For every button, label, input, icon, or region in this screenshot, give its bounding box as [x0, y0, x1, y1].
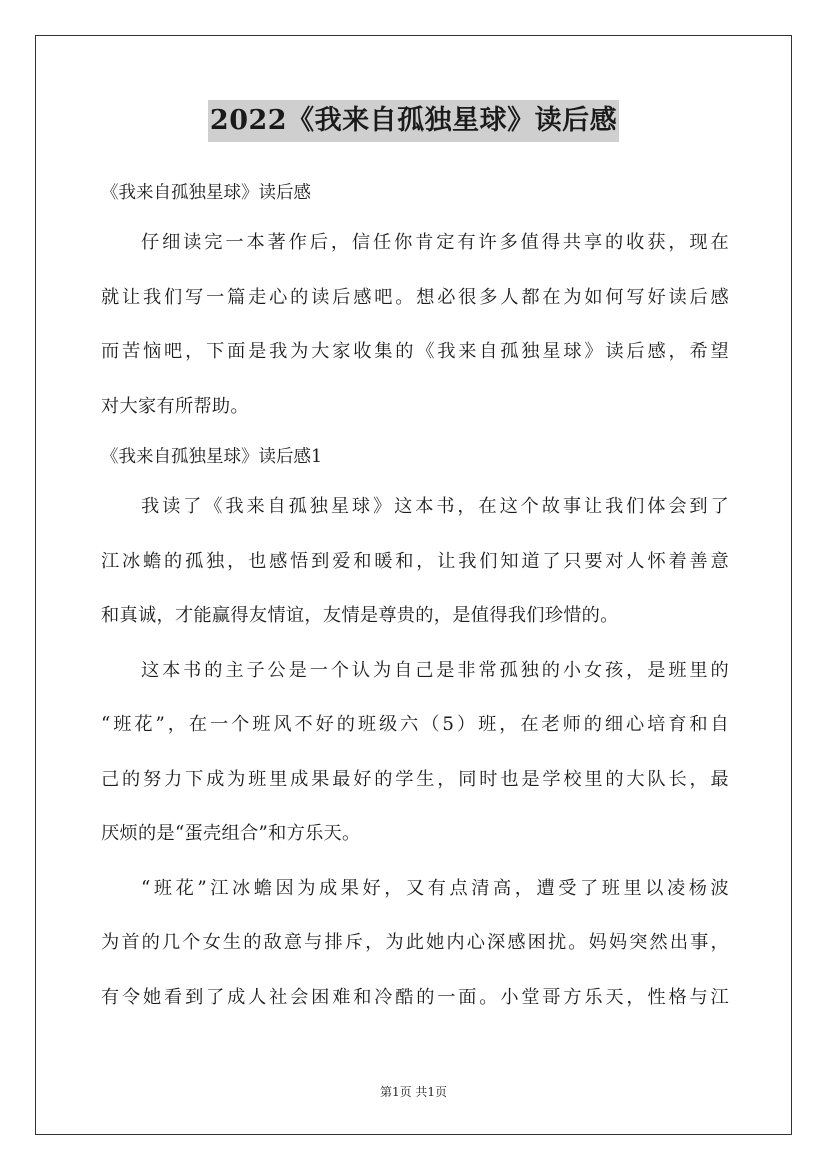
- page-number: 第1页 共1页: [379, 1085, 448, 1099]
- title-container: [0, 100, 827, 142]
- paragraph-line: 和真诚，才能赢得友情谊，友情是尊贵的，是值得我们珍惜的。: [101, 605, 619, 626]
- page-footer: [0, 1083, 827, 1100]
- paragraph-line: 而苦恼吧，下面是我为大家收集的《我来自孤独星球》读后感，希望: [101, 341, 729, 362]
- paragraph-line: 我读了《我来自孤独星球》这本书，在这个故事让我们体会到了: [141, 496, 729, 517]
- paragraph-line: 为首的几个女生的敌意与排斥，为此她内心深感困扰。妈妈突然出事，: [101, 932, 729, 953]
- paragraph-1: [101, 480, 729, 644]
- paragraph-line: 对大家有所帮助。: [101, 395, 249, 417]
- paragraph-3: [101, 862, 729, 1026]
- paragraph-line: 仔细读完一本著作后，信任你肯定有许多值得共享的收获，现在: [141, 232, 729, 253]
- paragraph-line: 有令她看到了成人社会困难和冷酷的一面。小堂哥方乐天，性格与江: [101, 986, 729, 1008]
- subheading-intro: 《我来自孤独星球》读后感: [101, 183, 311, 203]
- subheading-1: 《我来自孤独星球》读后感1: [101, 447, 323, 467]
- paragraph-line: 就让我们写一篇走心的读后感吧。想必很多人都在为如何写好读后感: [101, 286, 729, 308]
- paragraph-line: 这本书的主子公是一个认为自己是非常孤独的小女孩，是班里的: [141, 659, 729, 681]
- document-body: [101, 170, 729, 1025]
- paragraph-intro: [101, 216, 729, 434]
- paragraph-line: “班花”江冰蟾因为成果好，又有点清高，遭受了班里以凌杨波: [141, 877, 729, 899]
- paragraph-line: 江冰蟾的孤独，也感悟到爱和暖和，让我们知道了只要对人怀着善意: [101, 550, 729, 572]
- paragraph-line: “班花”，在一个班风不好的班级六（5）班，在老师的细心培育和自: [101, 714, 729, 735]
- paragraph-line: 厌烦的是“蛋壳组合”和方乐天。: [101, 823, 361, 844]
- paragraph-2: [101, 644, 729, 862]
- document-title: 2022《我来自孤独星球》读后感: [208, 100, 619, 142]
- paragraph-line: 己的努力下成为班里成果最好的学生，同时也是学校里的大队长，最: [101, 768, 729, 790]
